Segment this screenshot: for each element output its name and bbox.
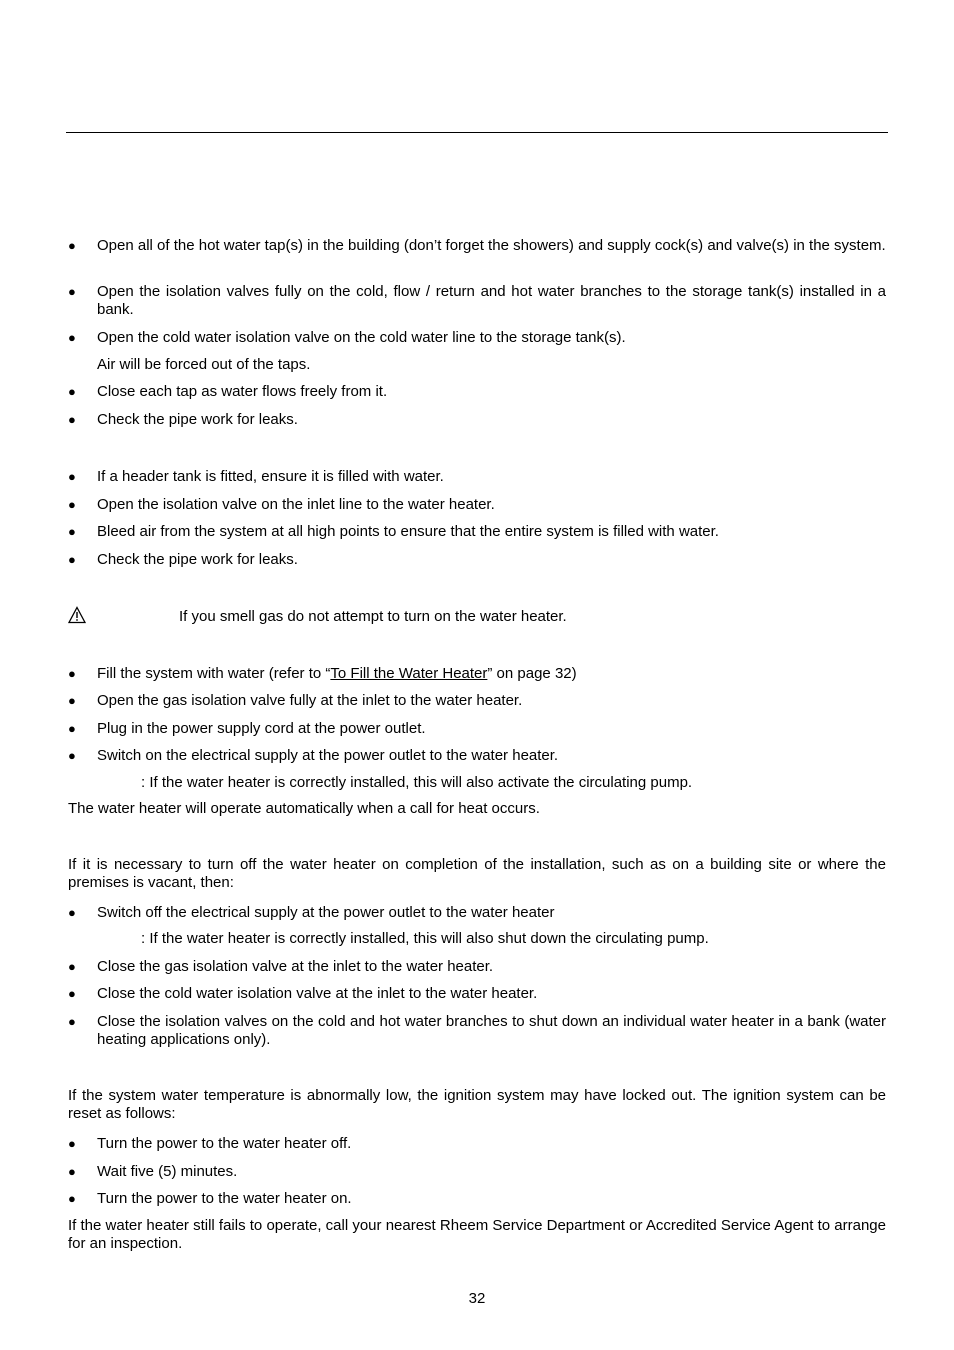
- list-item: Close each tap as water flows freely from it.: [97, 383, 388, 400]
- bullet: ●: [68, 384, 76, 399]
- note-text: : If the water heater is correctly installed, this will also activate the circulating pump.: [141, 774, 693, 791]
- bullet: ●: [68, 412, 76, 427]
- bullet: ●: [68, 959, 76, 974]
- paragraph: If it is necessary to turn off the water heater on completion of the installation, such as on a building site or where the premises is vacant, then:: [68, 856, 886, 891]
- list-item: Open the cold water isolation valve on the cold water line to the storage tank(s).: [97, 329, 626, 346]
- warning-text: If you smell gas do not attempt to turn on the water heater.: [179, 608, 567, 625]
- list-note: Air will be forced out of the taps.: [97, 356, 311, 373]
- bullet: ●: [68, 905, 76, 920]
- header-rule: [66, 132, 888, 133]
- bullet: ●: [68, 1191, 76, 1206]
- bullet: ●: [68, 552, 76, 567]
- paragraph: The water heater will operate automatically when a call for heat occurs.: [68, 800, 540, 817]
- list-item: Bleed air from the system at all high points to ensure that the entire system is filled with water.: [97, 523, 719, 540]
- bullet: ●: [68, 721, 76, 736]
- bullet: ●: [68, 666, 76, 681]
- paragraph: If the system water temperature is abnormally low, the ignition system may have locked out. The ignition system can be reset as follows:: [68, 1087, 886, 1122]
- list-item: Close the cold water isolation valve at the inlet to the water heater.: [97, 985, 538, 1002]
- bullet: ●: [68, 986, 76, 1001]
- list-item-text: Fill the system with water (refer to “: [97, 665, 331, 682]
- list-item: Switch on the electrical supply at the power outlet to the water heater.: [97, 747, 559, 764]
- list-item: Turn the power to the water heater on.: [97, 1190, 352, 1207]
- list-item: Open the isolation valves fully on the cold, flow / return and hot water branches to the storage tank(s) installed in a bank.: [97, 283, 886, 318]
- bullet: ●: [68, 284, 76, 299]
- warning-triangle-icon: [68, 606, 86, 624]
- list-item: Plug in the power supply cord at the power outlet.: [97, 720, 426, 737]
- list-item: [97, 665, 886, 683]
- bullet: ●: [68, 238, 76, 253]
- list-item: Switch off the electrical supply at the power outlet to the water heater: [97, 904, 555, 921]
- note-text: : If the water heater is correctly installed, this will also shut down the circulating pump.: [141, 930, 709, 947]
- list-item: Close the gas isolation valve at the inlet to the water heater.: [97, 958, 494, 975]
- list-item: Open the gas isolation valve fully at the inlet to the water heater.: [97, 692, 523, 709]
- list-item: If a header tank is fitted, ensure it is filled with water.: [97, 468, 444, 485]
- bullet: ●: [68, 497, 76, 512]
- paragraph: If the water heater still fails to operate, call your nearest Rheem Service Department or Accredited Service Agent to arrange for an inspection.: [68, 1217, 886, 1252]
- bullet: ●: [68, 1164, 76, 1179]
- list-item: Close the isolation valves on the cold and hot water branches to shut down an individual water heater in a bank (water heating applications only).: [97, 1013, 886, 1048]
- page-reference-link[interactable]: To Fill the Water Heater: [330, 665, 488, 682]
- bullet: ●: [68, 524, 76, 539]
- list-item: Open the isolation valve on the inlet line to the water heater.: [97, 496, 495, 513]
- bullet: ●: [68, 1136, 76, 1151]
- list-item: Wait five (5) minutes.: [97, 1163, 238, 1180]
- bullet: ●: [68, 1014, 76, 1029]
- bullet: ●: [68, 469, 76, 484]
- list-item: Check the pipe work for leaks.: [97, 411, 298, 428]
- list-item: Open all of the hot water tap(s) in the building (don’t forget the showers) and supply cock(s) and valve(s) in the system.: [97, 237, 886, 254]
- list-item-text: ” on page 32): [487, 665, 577, 682]
- list-item: Turn the power to the water heater off.: [97, 1135, 352, 1152]
- bullet: ●: [68, 693, 76, 708]
- bullet: ●: [68, 330, 76, 345]
- list-item: Check the pipe work for leaks.: [97, 551, 298, 568]
- page-number: 32: [468, 1290, 486, 1307]
- bullet: ●: [68, 748, 76, 763]
